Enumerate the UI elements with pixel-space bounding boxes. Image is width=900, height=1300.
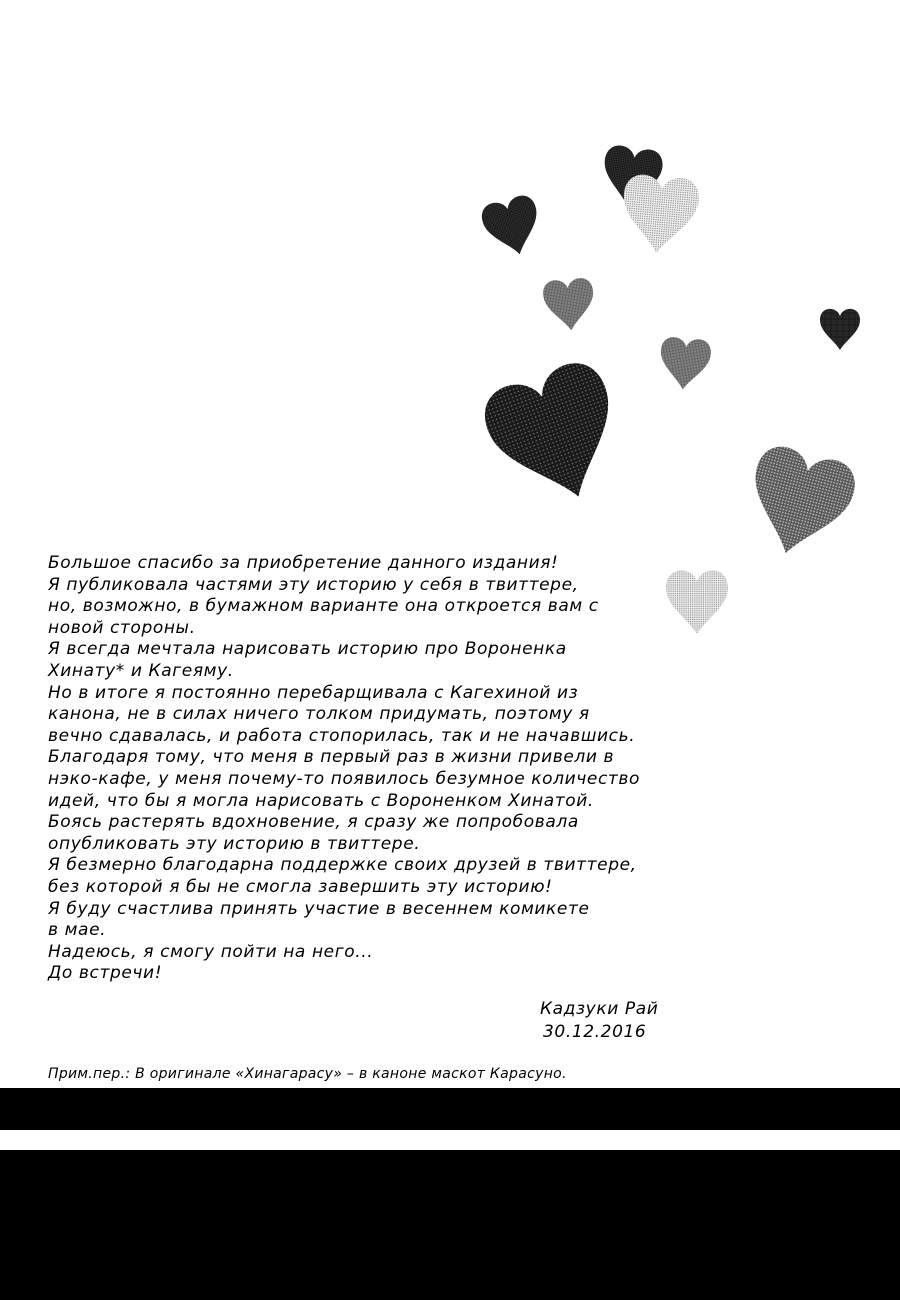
letter-line: Но в итоге я постоянно перебарщивала с Кагехиной из: [48, 682, 579, 703]
author-name: Кадзуки Рай: [540, 999, 659, 1019]
signature-date: 30.12.2016: [543, 1022, 647, 1042]
heart-icon: [476, 355, 637, 518]
heart-icon: [737, 441, 860, 566]
heart-icon: [542, 277, 596, 332]
letter-line: Я всегда мечтала нарисовать историю про Вороненка: [48, 639, 567, 660]
black-band-top: [0, 1088, 900, 1130]
letter-line: Благодаря тому, что меня в первый раз в жизни привели в: [48, 747, 615, 768]
letter-line: в мае.: [48, 920, 107, 941]
letter-line: канона, не в силах ничего толком придумать, поэтому я: [48, 704, 590, 725]
signature: [540, 998, 658, 1044]
letter-line: Хинату* и Кагеяму.: [48, 660, 234, 681]
letter-line: Я безмерно благодарна поддержке своих друзей в твиттере,: [48, 855, 637, 876]
letter-line: нэко-кафе, у меня почему-то появилось безумное количество: [48, 768, 641, 789]
letter-line: опубликовать эту историю в твиттере.: [48, 833, 421, 854]
heart-icon: [658, 336, 712, 391]
letter-line: До встречи!: [48, 963, 163, 984]
letter-line: Надеюсь, я смогу пойти на него...: [48, 941, 374, 962]
heart-icon: [820, 309, 860, 350]
heart-icon: [619, 173, 700, 256]
heart-icon: [479, 193, 547, 262]
letter-line: Боясь растерять вдохновение, я сразу же попробовала: [48, 812, 579, 833]
letter-line: новой стороны.: [48, 617, 196, 638]
letter-line: но, возможно, в бумажном варианте она откроется вам с: [48, 596, 599, 617]
letter-line: вечно сдавалась, и работа стопорилась, так и не начавшись.: [48, 725, 636, 746]
black-band-bottom: [0, 1150, 900, 1300]
translator-note: Прим.пер.: В оригинале «Хинагарасу» – в каноне маскот Карасуно.: [48, 1066, 567, 1082]
letter-line: Я публиковала частями эту историю у себя в твиттере,: [48, 574, 579, 595]
letter-line: Большое спасибо за приобретение данного издания!: [48, 553, 559, 573]
letter-line: Я буду счастлива принять участие в весеннем комикете: [48, 898, 590, 919]
afterword-text: [48, 553, 688, 985]
letter-line: идей, что бы я могла нарисовать с Вороненком Хинатой.: [48, 790, 594, 811]
letter-line: без которой я бы не смогла завершить эту историю!: [48, 876, 553, 897]
